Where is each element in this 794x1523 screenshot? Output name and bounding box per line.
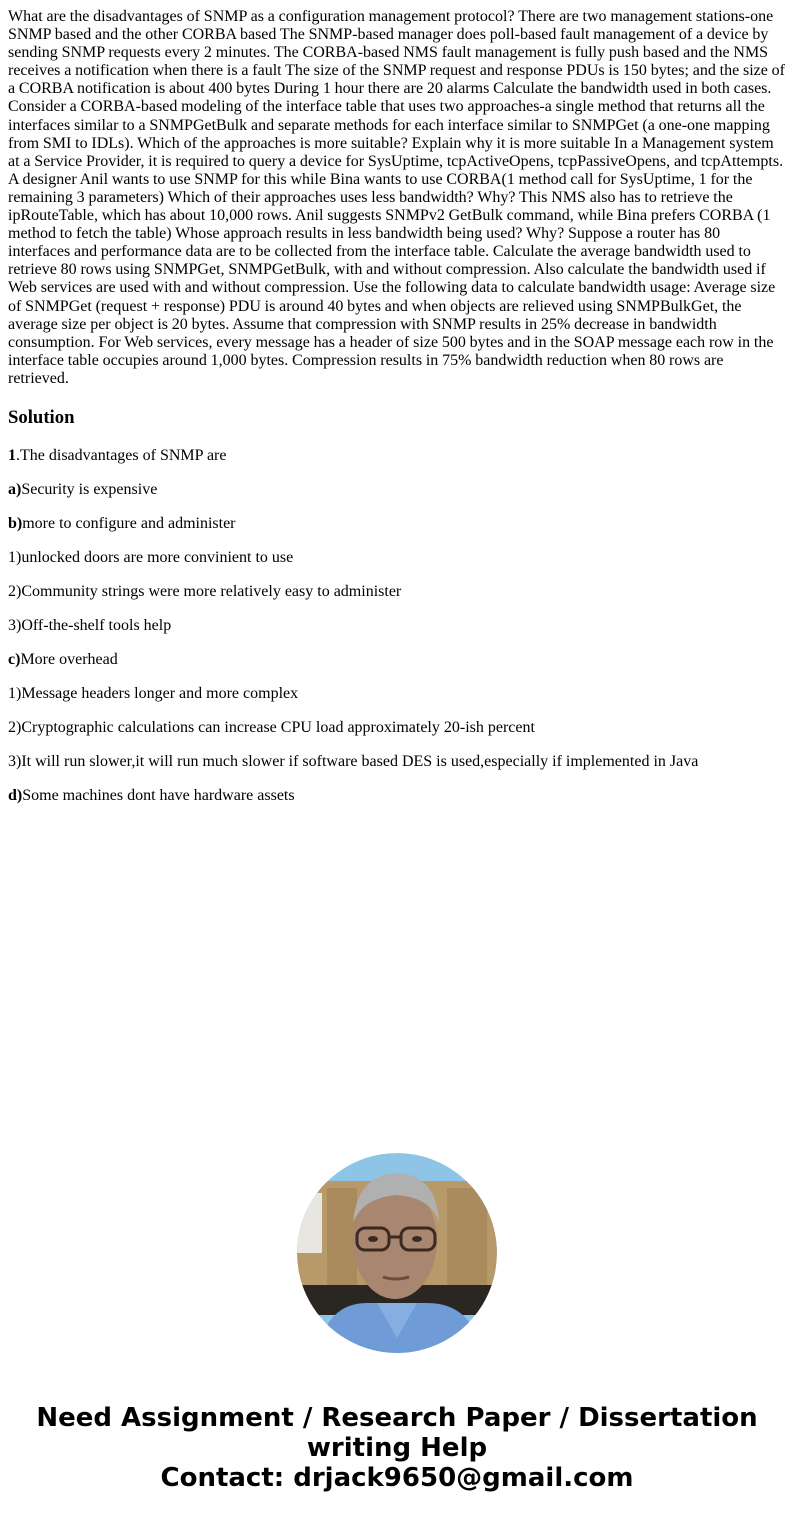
item-text: More overhead: [20, 650, 118, 668]
item-prefix: b): [8, 514, 23, 532]
solution-line: [8, 447, 786, 465]
solution-line: [8, 753, 786, 771]
solution-line: [8, 549, 786, 567]
solution-line: [8, 481, 786, 499]
solution-line: [8, 651, 786, 669]
promo-banner: [0, 1403, 794, 1493]
item-text: Some machines dont have hardware assets: [22, 786, 295, 804]
author-avatar: [297, 1153, 497, 1353]
solution-body: [8, 447, 786, 805]
item-text: 1)unlocked doors are more convinient to use: [8, 548, 294, 566]
solution-heading: Solution: [8, 406, 75, 428]
portrait-photo: [297, 1153, 497, 1353]
solution-line: [8, 515, 786, 533]
item-text: 3)It will run slower,it will run much slower if software based DES is used,especially if implemented in Java: [8, 752, 699, 770]
item-text: 3)Off-the-shelf tools help: [8, 616, 172, 634]
item-text: more to configure and administer: [22, 514, 236, 532]
item-prefix: c): [8, 650, 21, 668]
item-text: 2)Cryptographic calculations can increase CPU load approximately 20-ish percent: [8, 718, 535, 736]
item-text: 1)Message headers longer and more complex: [8, 684, 299, 702]
item-text: Security is expensive: [21, 480, 158, 498]
solution-line: [8, 685, 786, 703]
item-prefix: d): [8, 786, 23, 804]
item-text: .The disadvantages of SNMP are: [16, 446, 227, 464]
solution-line: [8, 583, 786, 601]
question-text: What are the disadvantages of SNMP as a configuration management protocol? There are two management stations-one SNMP based and the other CORBA based The SNMP-based manager does poll-based fault management of a device by sending SNMP requests every 2 minutes. The CORBA-based NMS fault management is fully push based and the NMS receives a notification when there is a fault The size of the SNMP request and response PDUs is 150 bytes; and the size of a CORBA notification is about 400 bytes During 1 hour there are 20 alarms Calculate the bandwidth used in both cases. Consider a CORBA-based modeling of the interface table that uses two approaches-a single method that returns all the interfaces similar to a SNMPGetBulk and separate methods for each interface similar to SNMPGet (a one-one mapping from SMI to IDLs). Which of the approaches is more suitable? Explain why it is more suitable In a Management system at a Service Provider, it is required to query a device for SysUptime, tcpActiveOpens, tcpPassiveOpens, and tcpAttempts. A designer Anil wants to use SNMP for this while Bina wants to use CORBA(1 method call for SysUptime, 1 for the remaining 3 parameters) Which of their approaches uses less bandwidth? Why? This NMS also has to retrieve the ipRouteTable, which has about 10,000 rows. Anil suggests SNMPv2 GetBulk command, while Bina prefers CORBA (1 method to fetch the table) Whose approach results in less bandwidth being used? Why? Suppose a router has 80 interfaces and performance data are to be collected from the interface table. Calculate the average bandwidth used to retrieve 80 rows using SNMPGet, SNMPGetBulk, with and without compression. Also calculate the bandwidth used if Web services are used with and without compression. Use the following data to calculate bandwidth usage: Average size of SNMPGet (request + response) PDU is around 40 bytes and when objects are relieved using SNMPBulkGet, the average size per object is 20 bytes. Assume that compression with SNMP results in 25% decrease in bandwidth consumption. For Web services, every message has a header of size 500 bytes and in the SOAP message each row in the interface table occupies around 1,000 bytes. Compression results in 75% bandwidth reduction when 80 rows are retrieved.: [8, 8, 785, 387]
item-text: 2)Community strings were more relatively easy to administer: [8, 582, 402, 600]
solution-line: [8, 617, 786, 635]
solution-line: [8, 719, 786, 737]
promo-line-2: writing Help: [306, 1433, 488, 1463]
item-prefix: a): [8, 480, 22, 498]
promo-contact: Contact: drjack9650@gmail.com: [160, 1463, 634, 1493]
item-prefix: 1: [8, 446, 16, 464]
promo-line-1: Need Assignment / Research Paper / Dissertation: [36, 1403, 758, 1433]
solution-line: [8, 787, 786, 805]
